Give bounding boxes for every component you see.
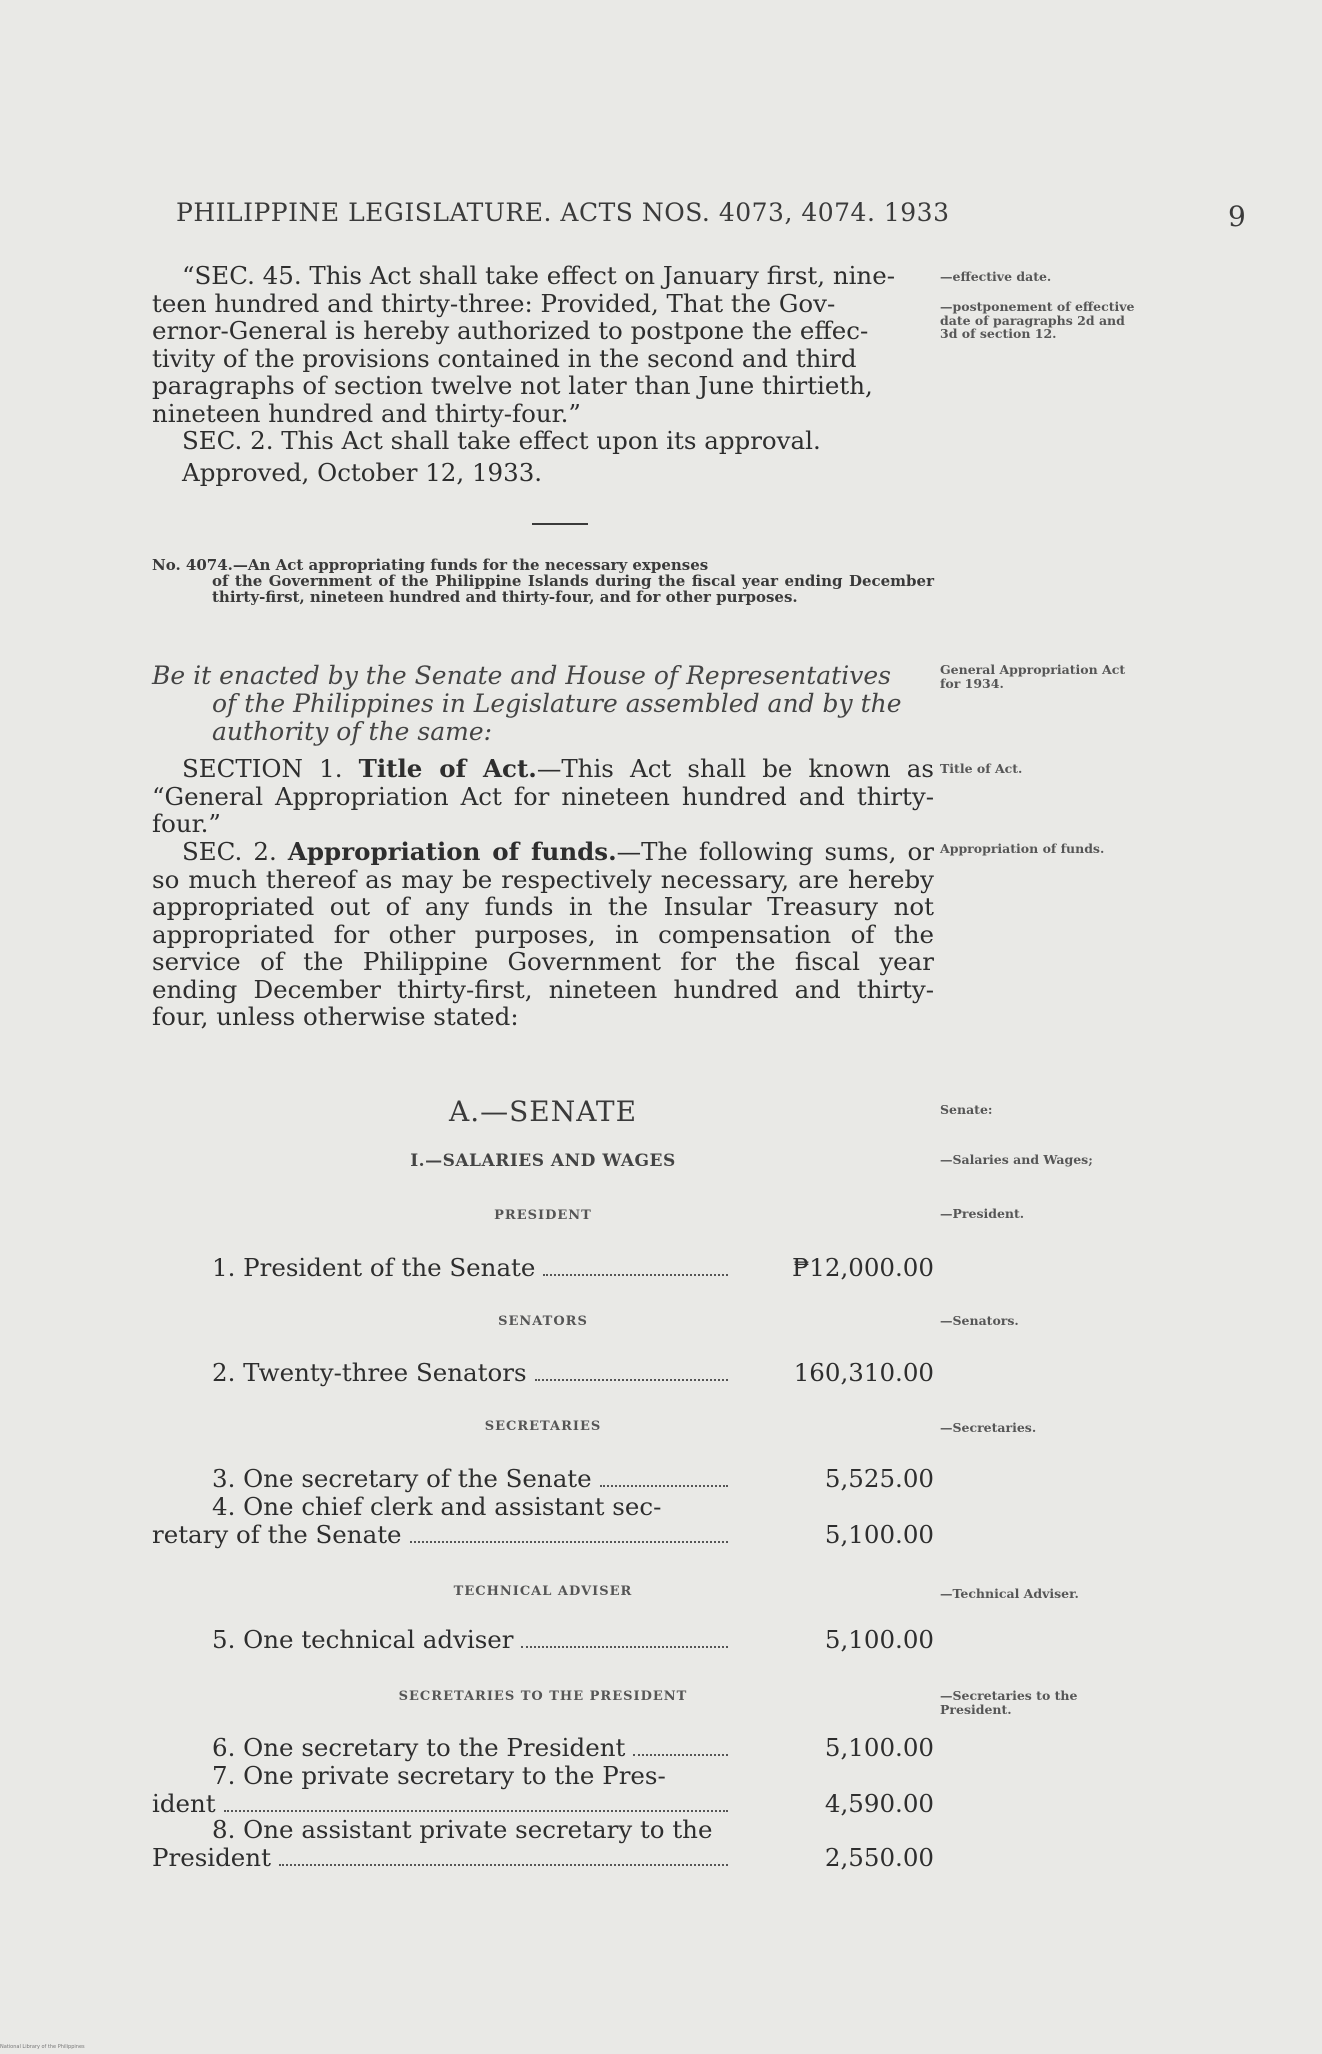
item-label: 5. One technical adviser <box>212 1625 514 1654</box>
margin-note-postponement: —postponement of effective date of paragraphs 2d and 3d of section 12. <box>940 299 1135 341</box>
act-summary-first: No. 4074.—An Act appropriating funds for the necessary expenses <box>152 556 709 574</box>
margin-note-appropriation: Appropriation of funds. <box>940 841 1105 856</box>
item-amount: 5,525.00 <box>824 1464 934 1493</box>
line-item <box>152 1761 934 1817</box>
sec45-line: ernor-General is hereby authorized to postpone the effec- <box>152 316 869 345</box>
item-label-first: 8. One assistant private secretary to the <box>212 1815 713 1844</box>
act-4074-summary <box>152 557 934 605</box>
president-subhead: PRESIDENT <box>494 1208 592 1223</box>
technical-subhead: TECHNICAL ADVISER <box>453 1584 633 1599</box>
margin-note-sec-to-president: —Secretaries to the President. <box>940 1688 1078 1717</box>
sec45-line: teen hundred and thirty-three: Provided, That the Gov- <box>152 288 836 318</box>
item-amount: 4,590.00 <box>824 1789 934 1818</box>
sec45-line: nineteen hundred and thirty-four.” <box>152 398 581 428</box>
item-amount: 5,100.00 <box>824 1520 934 1549</box>
item-label: 3. One secretary of the Senate <box>212 1464 592 1493</box>
section-2-lead: SEC. 2. <box>182 837 277 866</box>
line-item <box>152 1815 934 1871</box>
page-number: 9 <box>1228 200 1246 233</box>
enacting-clause <box>152 662 934 746</box>
secretaries-subhead: SECRETARIES <box>484 1419 602 1434</box>
section-1-title: Title of Act. <box>358 754 537 783</box>
senators-subhead: SENATORS <box>498 1314 588 1329</box>
margin-note-secretaries: —Secretaries. <box>940 1420 1037 1435</box>
sec45-line: tivity of the provisions contained in the second and third <box>152 343 857 373</box>
margin-note-general: General Appropriation Act for 1934. <box>940 662 1126 691</box>
margin-note-senate: Senate: <box>940 1102 993 1117</box>
item-label: 2. Twenty-three Senators <box>212 1358 527 1387</box>
margin-note-salaries: —Salaries and Wages; <box>940 1152 1093 1167</box>
sec45-line: “SEC. 45. This Act shall take effect on January first, nine- <box>182 261 895 290</box>
salaries-heading: I.—SALARIES AND WAGES <box>410 1151 676 1171</box>
section-1 <box>152 755 934 838</box>
item-amount: 5,100.00 <box>824 1625 934 1654</box>
item-label: 1. President of the Senate <box>212 1253 536 1282</box>
running-head: PHILIPPINE LEGISLATURE. ACTS NOS. 4073, 4074. 1933 <box>176 198 950 227</box>
item-label: 6. One secretary to the President <box>212 1733 626 1762</box>
item-amount: 160,310.00 <box>793 1358 934 1387</box>
section-2-text: —The following sums, or so much thereof as may be respectively necessary, are hereby appropriated out of any funds in the Insular Treasury not appropriated for other purposes, in compensation of the service of the Philippine Government for the fiscal year ending December thirty-first, nineteen hundred and thirty-four, unless otherwise stated: <box>152 837 934 1031</box>
approved-date: Approved, October 12, 1933. <box>182 457 543 487</box>
line-item <box>152 1492 934 1548</box>
item-amount: 2,550.00 <box>824 1843 934 1872</box>
line-item <box>152 1253 934 1281</box>
line-item <box>152 1625 934 1653</box>
item-label-second: retary of the Senate <box>152 1520 402 1549</box>
margin-note-senators: —Senators. <box>940 1313 1019 1328</box>
item-label-second: ident <box>152 1789 216 1818</box>
margin-note-effective: —effective date. <box>940 269 1052 284</box>
item-amount: 5,100.00 <box>824 1733 934 1762</box>
item-label-first: 4. One chief clerk and assistant sec- <box>212 1492 662 1521</box>
item-label-second: President <box>152 1843 271 1872</box>
sec-to-president-subhead: SECRETARIES TO THE PRESIDENT <box>398 1689 688 1704</box>
act-summary-rest: of the Government of the Philippine Islands during the fiscal year ending December thirty-first, nineteen hundred and thirty-four, and for other purposes. <box>212 572 934 606</box>
senate-heading: A.—SENATE <box>448 1095 638 1128</box>
margin-note-title: Title of Act. <box>940 761 1023 776</box>
item-label-first: 7. One private secretary to the Pres- <box>212 1761 666 1790</box>
margin-note-president: —President. <box>940 1206 1025 1221</box>
line-item <box>152 1358 934 1386</box>
section-divider <box>532 523 588 525</box>
line-item <box>152 1464 934 1492</box>
sec45-line: paragraphs of section twelve not later than June thirtieth, <box>152 371 873 400</box>
line-item <box>152 1733 934 1761</box>
section-1-lead: SECTION 1. <box>182 754 343 783</box>
section-1-text: —This Act shall be known as “General Appropriation Act for nineteen hundred and thirty-four.” <box>152 754 934 838</box>
sec2-effect: SEC. 2. This Act shall take effect upon its approval. <box>182 426 821 455</box>
section-45-text <box>152 262 934 486</box>
section-2 <box>152 838 934 1031</box>
enact-rest: of the Philippines in Legislature assembled and by the authority of the same: <box>212 689 902 746</box>
section-2-title: Appropriation of funds. <box>287 837 617 866</box>
item-amount: ₱12,000.00 <box>792 1253 934 1282</box>
margin-note-technical: —Technical Adviser. <box>940 1586 1079 1601</box>
enact-first: Be it enacted by the Senate and House of Representatives <box>152 661 891 690</box>
scan-footer: National Library of the Philippines <box>0 2044 85 2050</box>
